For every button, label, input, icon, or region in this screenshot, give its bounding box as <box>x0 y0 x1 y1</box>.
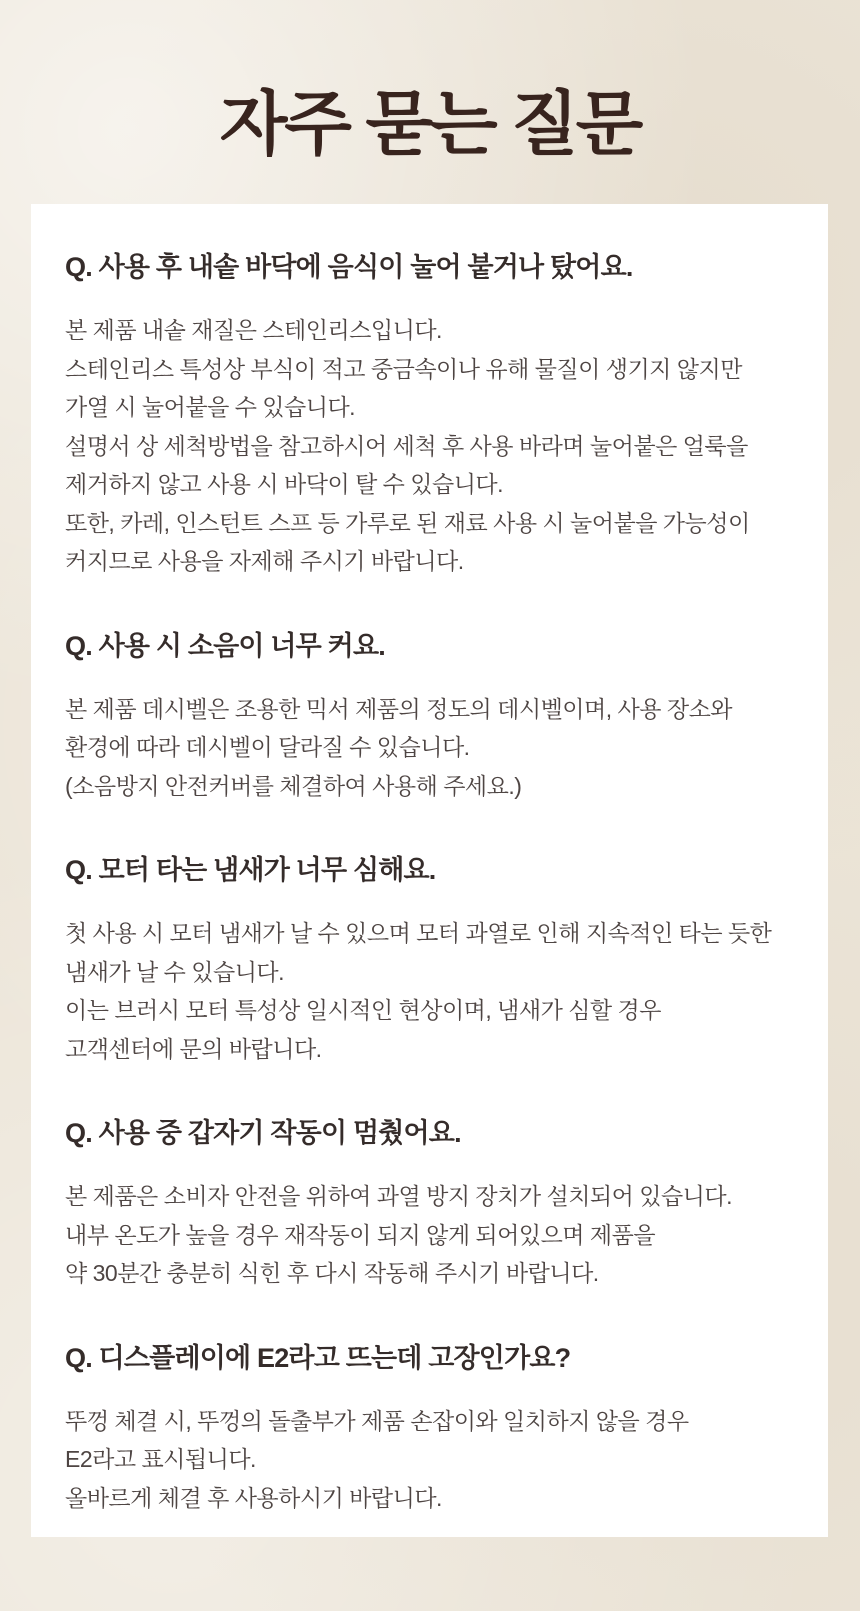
faq-answer-line: 뚜껑 체결 시, 뚜껑의 돌출부가 제품 손잡이와 일치하지 않을 경우 <box>65 1407 689 1434</box>
faq-card <box>31 204 828 1537</box>
faq-answer-line: (소음방지 안전커버를 체결하여 사용해 주세요.) <box>65 772 522 799</box>
faq-answer-line: 환경에 따라 데시벨이 달라질 수 있습니다. <box>65 734 470 760</box>
faq-list <box>65 248 794 1517</box>
faq-answer <box>65 1402 794 1518</box>
faq-answer-line: 가열 시 눌어붙을 수 있습니다. <box>65 394 356 420</box>
faq-answer-line: 첫 사용 시 모터 냄새가 날 수 있으며 모터 과열로 인해 지속적인 타는 듯한 <box>65 920 772 946</box>
faq-answer <box>65 690 794 806</box>
faq-item <box>65 1114 794 1293</box>
faq-answer-line: 냄새가 날 수 있습니다. <box>65 958 285 985</box>
faq-answer-line: 스테인리스 특성상 부식이 적고 중금속이나 유해 물질이 생기지 않지만 <box>65 355 742 382</box>
faq-item <box>65 248 794 581</box>
faq-answer-line: 이는 브러시 모터 특성상 일시적인 현상이며, 냄새가 심할 경우 <box>65 997 661 1023</box>
faq-answer-line: 제거하지 않고 사용 시 바닥이 탈 수 있습니다. <box>65 471 504 497</box>
faq-question: Q. 모터 타는 냄새가 너무 심해요. <box>65 855 436 885</box>
faq-question: Q. 디스플레이에 E2라고 뜨는데 고장인가요? <box>65 1342 571 1373</box>
faq-answer-line: 본 제품 내솥 재질은 스테인리스입니다. <box>65 317 442 343</box>
faq-item <box>65 627 794 806</box>
faq-item <box>65 1339 794 1518</box>
faq-question: Q. 사용 시 소음이 너무 커요. <box>65 630 385 661</box>
faq-answer-line: E2라고 표시됩니다. <box>65 1446 256 1472</box>
faq-question: Q. 사용 중 갑자기 작동이 멈췄어요. <box>65 1118 461 1148</box>
faq-answer-line: 고객센터에 문의 바랍니다. <box>65 1035 322 1062</box>
faq-answer-line: 약 30분간 충분히 식힌 후 다시 작동해 주시기 바랍니다. <box>65 1260 599 1286</box>
faq-answer <box>65 1177 794 1293</box>
faq-answer-line: 본 제품은 소비자 안전을 위하여 과열 방지 장치가 설치되어 있습니다. <box>65 1183 733 1209</box>
faq-answer-line: 올바르게 체결 후 사용하시기 바랍니다. <box>65 1484 442 1511</box>
faq-answer-line: 또한, 카레, 인스턴트 스프 등 가루로 된 재료 사용 시 눌어붙을 가능성이 <box>65 509 750 536</box>
faq-answer <box>65 914 794 1068</box>
faq-answer-line: 내부 온도가 높을 경우 재작동이 되지 않게 되어있으며 제품을 <box>65 1221 656 1248</box>
faq-question: Q. 사용 후 내솥 바닥에 음식이 눌어 붙거나 탔어요. <box>65 252 633 282</box>
faq-answer-line: 본 제품 데시벨은 조용한 믹서 제품의 정도의 데시벨이며, 사용 장소와 <box>65 695 733 722</box>
faq-answer-line: 설명서 상 세척방법을 참고하시어 세척 후 사용 바라며 눌어붙은 얼룩을 <box>65 432 748 459</box>
faq-item <box>65 851 794 1068</box>
page-title: 자주 묻는 질문 <box>219 85 641 163</box>
faq-answer <box>65 311 794 581</box>
faq-answer-line: 커지므로 사용을 자제해 주시기 바랍니다. <box>65 548 464 574</box>
